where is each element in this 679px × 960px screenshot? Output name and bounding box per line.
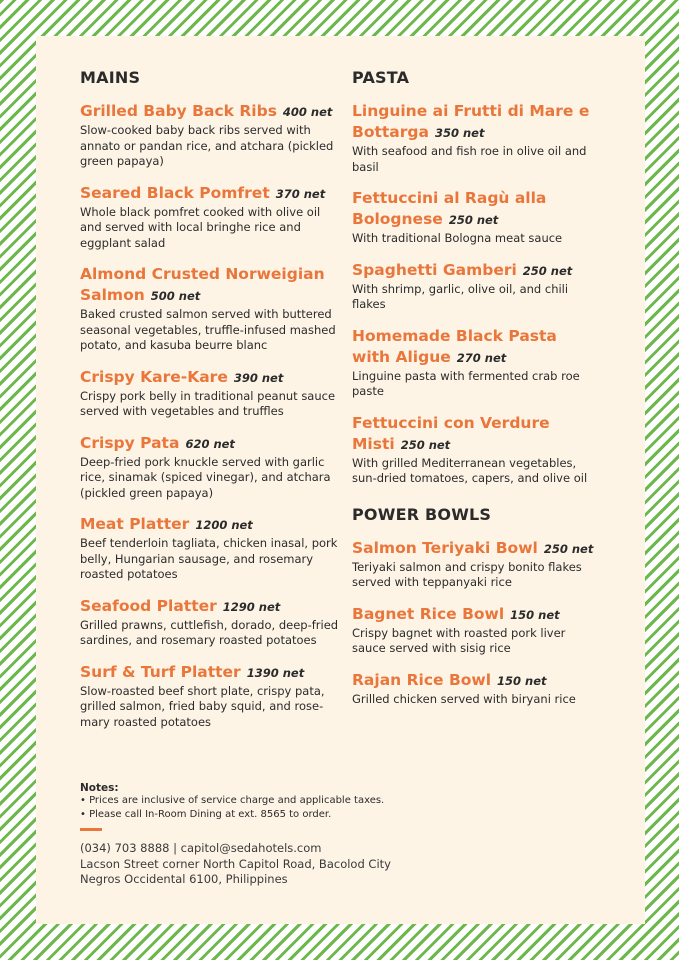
item-description: With traditional Bologna meat sauce	[352, 231, 563, 245]
item-description: Slow-roasted beef short plate, crispy pata, grilled salmon, fried baby squid, and rose-mary roasted potatoes	[80, 683, 325, 729]
mains-column	[80, 68, 340, 743]
item-description: Linguine pasta with fermented crab roe paste	[352, 368, 580, 398]
item-description: With seafood and fish roe in olive oil and basil	[352, 144, 587, 174]
item-description: Grilled chicken served with biryani rice	[352, 691, 576, 706]
section-title-pasta: PASTA	[352, 68, 410, 87]
item-name: Spaghetti Gamberi	[352, 260, 517, 279]
contact-address-line1: Lacson Street corner North Capitol Road, Bacolod City	[80, 856, 391, 871]
item-price: 350 net	[434, 126, 485, 140]
item-name: Seared Black Pomfret	[80, 183, 270, 202]
item-description: Baked crusted salmon served with buttered seasonal vegetables, truffle-infused mashed potato, and kasuba beurre blanc	[80, 307, 336, 352]
item-name: Crispy Pata	[80, 433, 180, 452]
notes-title: Notes:	[80, 782, 119, 794]
menu-item	[352, 326, 598, 400]
item-price: 620 net	[185, 436, 235, 451]
item-description: Slow-cooked baby back ribs served with annato or pandan rice, and atchara (pickled green papaya)	[80, 123, 334, 168]
item-name: Surf & Turf Platter	[80, 662, 241, 681]
item-price: 400 net	[282, 105, 333, 119]
menu-item	[80, 662, 340, 731]
contact-address-line2: Negros Occidental 6100, Philippines	[80, 872, 288, 886]
contact-phone-email: (034) 703 8888 | capitol@sedahotels.com	[80, 841, 322, 855]
menu-item	[80, 367, 340, 420]
item-name: Crispy Kare-Kare	[80, 367, 228, 386]
menu-item	[80, 514, 340, 583]
note-line: • Please call In-Room Dining at ext. 8565 to order.	[80, 808, 332, 820]
menu-item	[352, 188, 598, 247]
item-description: Crispy bagnet with roasted pork liver sauce served with sisig rice	[352, 625, 566, 655]
item-description: Deep-fried pork knuckle served with garlic rice, sinamak (spiced vinegar), and atchara (pickled green papaya)	[80, 454, 331, 500]
menu-item	[352, 413, 598, 487]
menu-item	[352, 260, 598, 313]
item-name: Fettuccini al Ragù alla Bolognese	[352, 189, 547, 228]
item-price: 150 net	[497, 673, 547, 688]
section-title-mains: MAINS	[80, 68, 141, 87]
accent-divider	[80, 828, 102, 831]
menu-panel	[36, 36, 645, 924]
menu-item	[352, 604, 598, 657]
item-description: With grilled Mediterranean vegetables, sun-dried tomatoes, capers, and olive oil	[352, 455, 588, 485]
item-price: 150 net	[510, 607, 560, 622]
menu-item	[80, 596, 340, 649]
menu-item	[80, 433, 340, 502]
item-name: Linguine ai Frutti di Mare e Bottarga	[352, 102, 590, 141]
item-name: Bagnet Rice Bowl	[352, 604, 505, 623]
item-name: Homemade Black Pasta with Aligue	[352, 326, 557, 366]
item-price: 270 net	[456, 350, 507, 365]
notes-section	[80, 782, 600, 888]
item-price: 250 net	[448, 213, 499, 227]
item-price: 500 net	[150, 289, 201, 303]
item-description: Crispy pork belly in traditional peanut sauce served with vegetables and truffles	[80, 388, 336, 418]
item-description: Beef tenderloin tagliata, chicken inasal, pork belly, Hungarian sausage, and rosemary roasted potatoes	[80, 536, 338, 581]
item-price: 390 net	[233, 370, 284, 385]
item-name: Almond Crusted Norweigian Salmon	[80, 265, 325, 304]
item-price: 1290 net	[222, 599, 281, 614]
item-name: Rajan Rice Bowl	[352, 670, 492, 689]
menu-item	[80, 264, 340, 354]
item-name: Grilled Baby Back Ribs	[80, 102, 277, 120]
item-name: Salmon Teriyaki Bowl	[352, 538, 538, 557]
item-description: With shrimp, garlic, olive oil, and chili flakes	[352, 281, 569, 311]
item-price: 1200 net	[195, 518, 253, 532]
menu-item	[352, 670, 598, 708]
menu-item	[80, 101, 340, 170]
item-price: 250 net	[543, 541, 594, 556]
item-price: 250 net	[522, 263, 573, 278]
item-price: 250 net	[400, 437, 451, 452]
item-price: 370 net	[275, 186, 326, 201]
item-description: Grilled prawns, cuttlefish, dorado, deep-fried sardines, and rosemary roasted potatoes	[80, 617, 339, 647]
note-line: • Prices are inclusive of service charge and applicable taxes.	[80, 795, 385, 806]
item-name: Fettuccini con Verdure Misti	[352, 413, 550, 453]
pasta-bowls-column	[352, 68, 598, 720]
menu-item	[80, 183, 340, 252]
menu-item	[352, 101, 598, 175]
item-name: Meat Platter	[80, 515, 190, 533]
item-price: 1390 net	[246, 665, 305, 680]
menu-item	[352, 538, 598, 591]
section-title-power-bowls: POWER BOWLS	[352, 504, 492, 524]
item-description: Whole black pomfret cooked with olive oil and served with local bringhe rice and eggplant salad	[80, 204, 321, 250]
item-description: Teriyaki salmon and crispy bonito flakes served with teppanyaki rice	[352, 559, 582, 589]
item-name: Seafood Platter	[80, 596, 217, 615]
